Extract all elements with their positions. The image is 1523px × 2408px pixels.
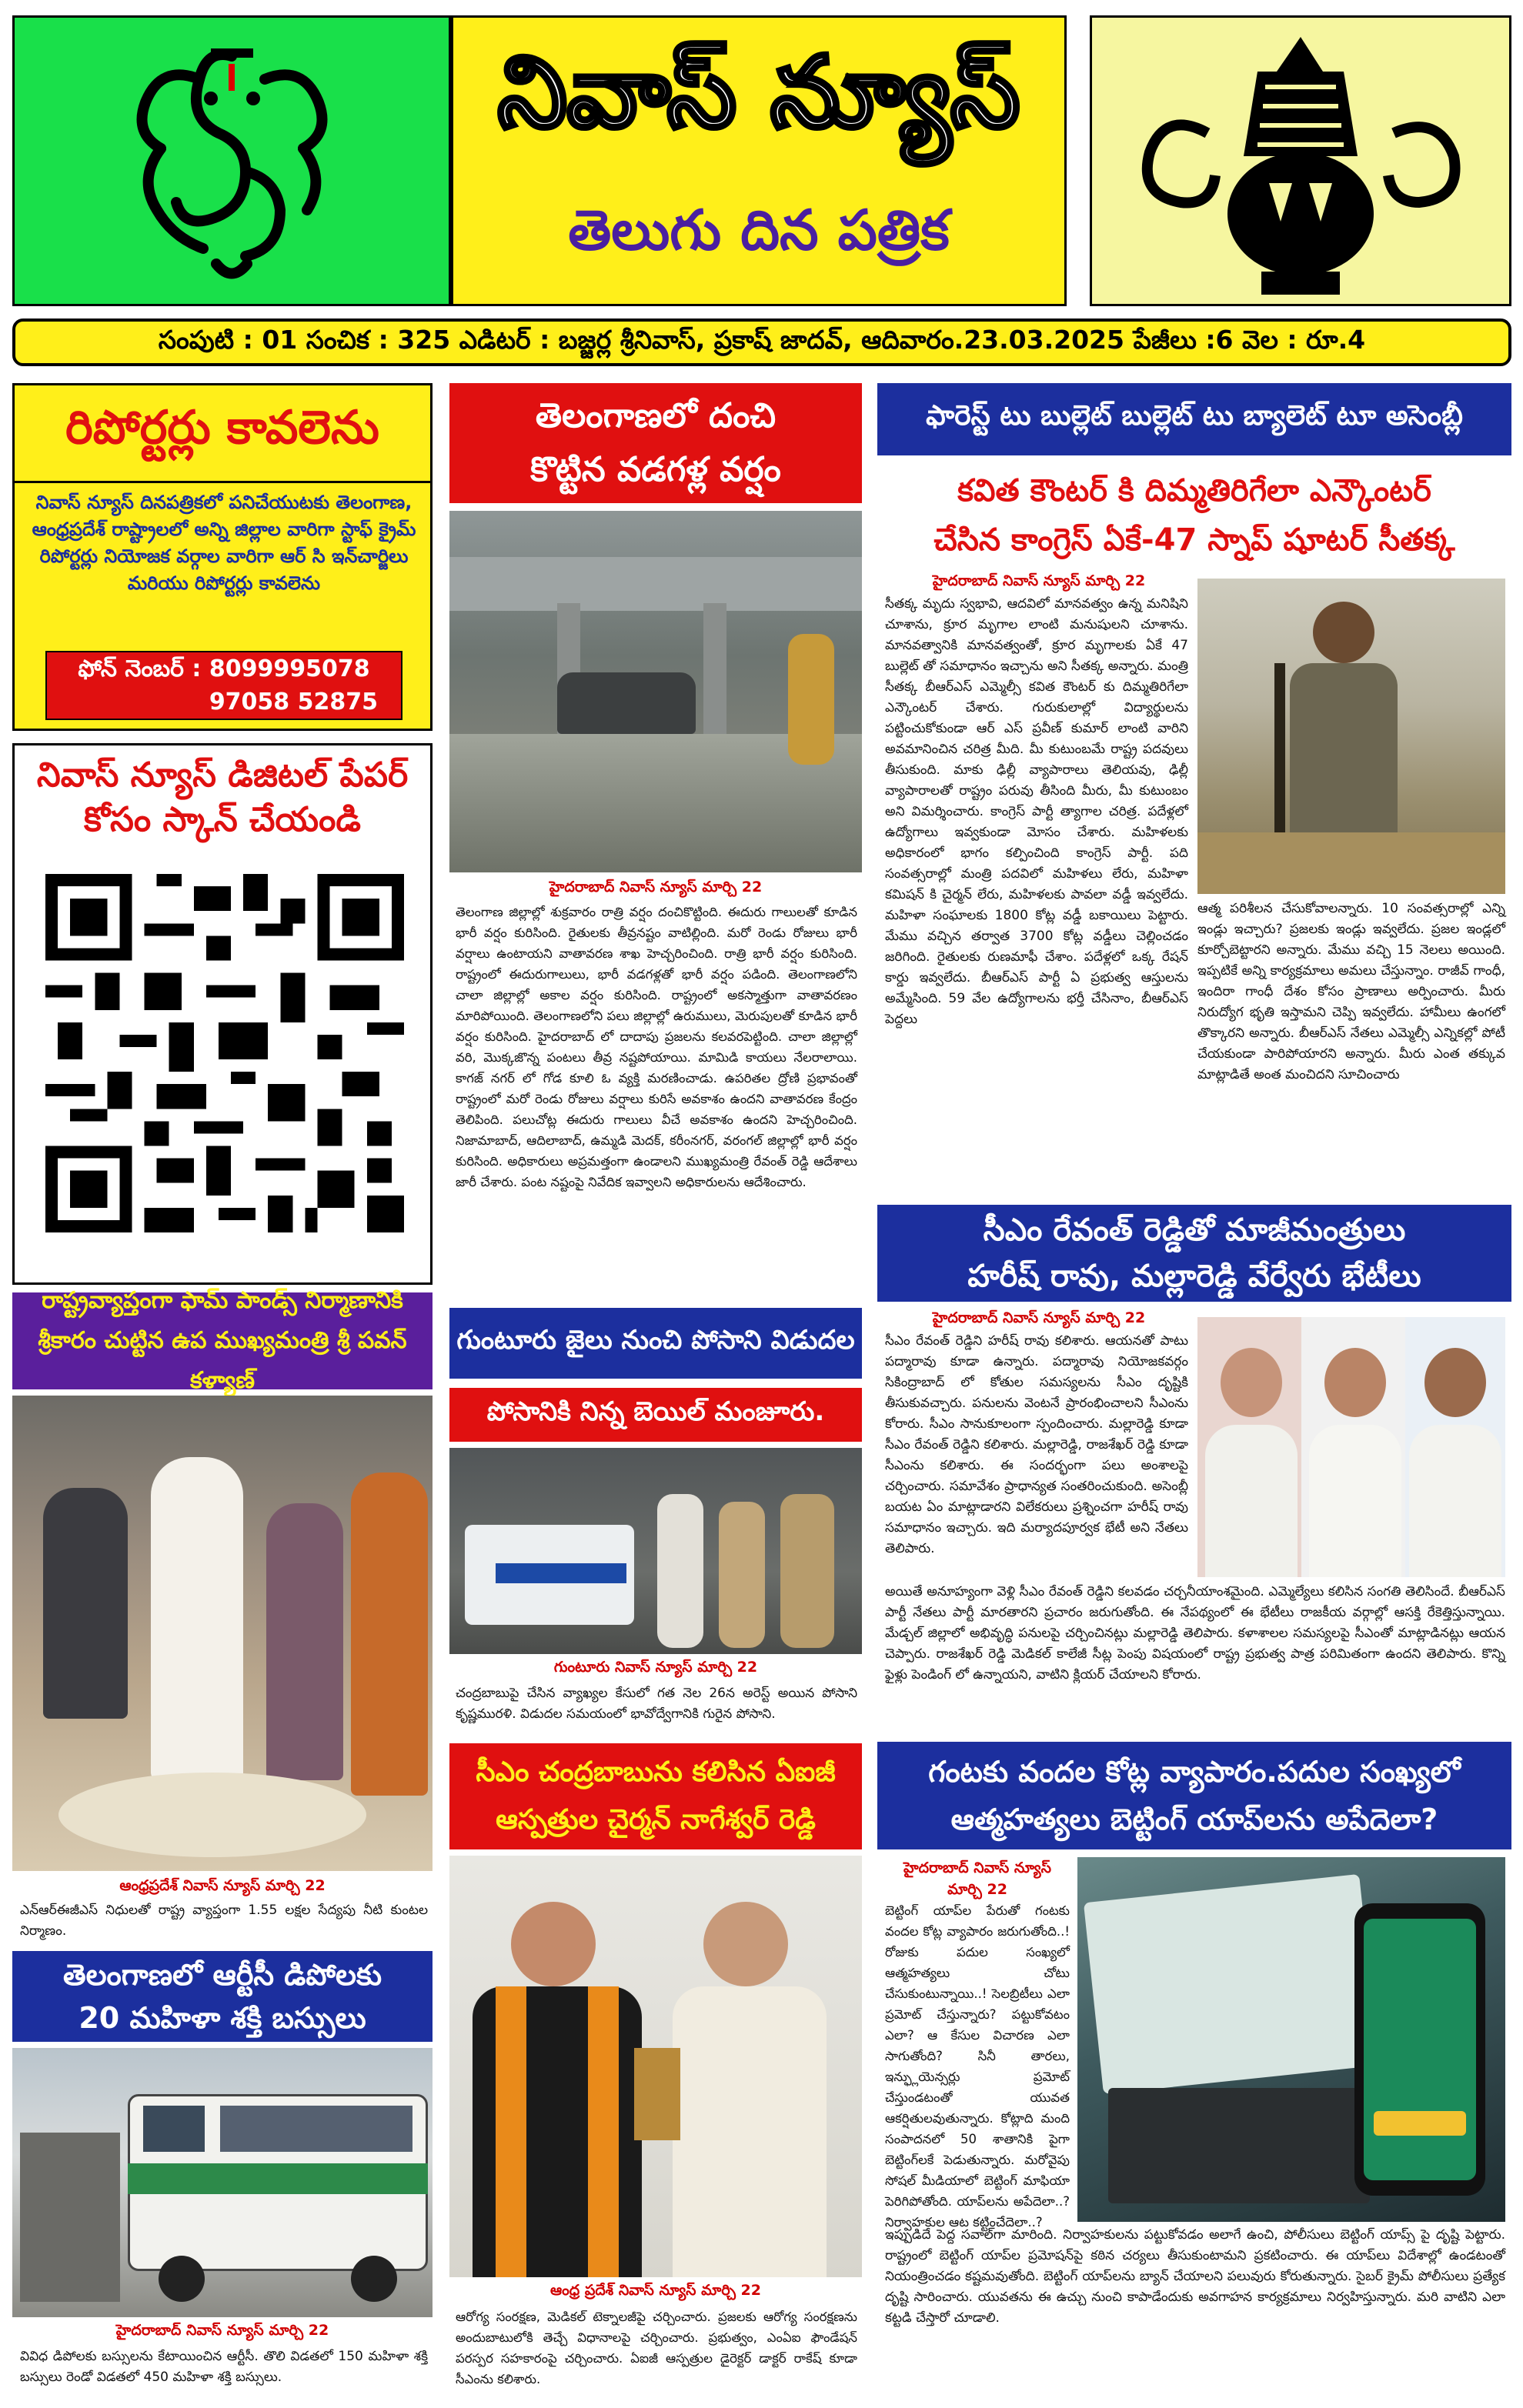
ganesha-icon xyxy=(15,18,449,304)
seethakka-headline: కవిత కౌంటర్ కి దిమ్మతిరిగేలా ఎన్కౌంటర్ చేసిన కాంగ్రెస్ ఏకే-47 స్నాప్ షూటర్ సీతక్క xyxy=(934,473,1455,558)
betting-dateline: హైదరాబాద్ నివాస్ న్యూస్ మార్చి 22 xyxy=(903,1859,1051,1898)
ad-phone-number-2: 97058 52875 xyxy=(209,689,378,715)
revanth-text: సీఎం రేవంత్ రెడ్డిని హరీష్ రావు కలిశారు. ఆయనతో పాటు పద్మారావు కూడా ఉన్నారు. పద్మారావు నియోజకవర్గం సికింద్రాబాద్ లో కోతుల సమస్యలను సీఎం దృష్టికి తీసుకువచ్చారు. పనులను వెంటనే ప్రారంభించాలని సీఎంను కోరారు. సీఎం సానుకూలంగా స్పందించారు. మల్లారెడ్డి కూడా సీఎం రేవంత్ రెడ్డిని కలిశారు. మల్లారెడ్డి, రాజశేఖర్ రెడ్డి కూడా సీఎంను కలిశారు. ఈ సందర్భంగా పలు అంశాలపై చర్చించారు. సమావేశం ప్రాధాన్యత సంతరించుకుంది. అసెంబ్లీ బయట ఏం మాట్లాడారని విలేకరులు ప్రశ్నించగా హరీష్ రావు సమాధానం ఇచ్చారు. ఇది మర్యాదపూర్వక భేటీ అని నేతలు తెలిపారు. xyxy=(885,1333,1188,1556)
revanth-photo xyxy=(1197,1317,1505,1577)
aig-caption: ఆంధ్ర ప్రదేశ్ నివాస్ న్యూస్ మార్చి 22 xyxy=(550,2282,761,2299)
rain-text: తెలంగాణ జిల్లాల్లో శుక్రవారం రాత్రి వర్షం దంచికొట్టింది. ఈదురు గాలులతో కూడిన భారీ వర్షం కురిసింది. రైతులకు తీవ్రనష్టం వాటిల్లింది. మరో రెండు రోజులు భారీ వర్షాలు ఉంటాయని వాతావరణ శాఖ హెచ్చరించింది. రాత్రి భారీ వర్షం కురిసింది. రాష్ట్రంలో ఈదురుగాలులు, భారీ వడగళ్లతో భారీ వర్షం పడింది. తెలంగాణలోని చాలా జిల్లాల్లో అకాల వర్షం కురిసింది. రాష్ట్రంలో అకస్మాత్తుగా వాతావరణం మారిపోయింది. తెలంగాణలోని పలు జిల్లాల్లో ఉరుములు, మెరుపులతో కూడిన భారీ వర్షం కురిసింది. హైదరాబాద్ లో దాదాపు ప్రజలను కలవరపెట్టింది. చాలా జిల్లాల్లో వరి, మొక్కజొన్న పంటలు తీవ్ర నష్టపోయాయి. మామిడి కాయలు నేలరాలాయి. కాగజ్ నగర్ లో గోడ కూలి ఓ వ్యక్తి మరణించాడు. ఉపరితల ద్రోణి ప్రభావంతో రాష్ట్రంలో మరో రెండు రోజులు వర్షాలు కురిసే అవకాశం ఉందని వాతావరణ కేంద్రం తెలిపింది. పలుచోట్ల ఈదురు గాలులు వీచే అవకాశం ఉందని హెచ్చరించింది. నిజామాబాద్, ఆదిలాబాద్, ఉమ్మడి మెదక్, కరీంనగర్, వరంగల్ జిల్లాల్లో భారీ వర్షం కురిసింది. అధికారులు అప్రమత్తంగా ఉండాలని ముఖ్యమంత్రి రేవంత్ రెడ్డి ఆదేశాలు జారీ చేశారు. పంట నష్టంపై నివేదిక ఇవ్వాలని అధికారులను ఆదేశించారు. xyxy=(456,905,857,1189)
rtc-headline: తెలంగాణలో ఆర్టీసీ డిపోలకు 20 మహిళా శక్తి బస్సులు xyxy=(12,1951,433,2042)
posani-caption: గుంటూరు నివాస్ న్యూస్ మార్చి 22 xyxy=(553,1659,758,1676)
venkateswara-icon xyxy=(1092,18,1509,304)
aig-headline: సీఎం చంద్రబాబును కలిసిన ఏఐజీ ఆస్పత్రుల చైర్మన్ నాగేశ్వర్ రెడ్డి xyxy=(449,1743,862,1849)
rain-photo xyxy=(449,511,862,872)
qr-code[interactable] xyxy=(45,853,404,1253)
masthead-title: నివాస్ న్యూస్ xyxy=(497,35,1020,150)
left-logo-box xyxy=(12,15,451,306)
ad-reporters-body: నివాస్ న్యూస్ దినపత్రికలో పనిచేయుటకు తెలంగాణ, ఆంధ్రప్రదేశ్ రాష్ట్రాలలో అన్ని జిల్లాల వారిగా స్టాఫ్ క్రైమ్ రిపోర్టర్లు నియోజక వర్గాల వారిగా ఆర్ సి ఇన్‌చార్జిలు మరియు రిపోర్టర్లు కావలెను xyxy=(32,492,416,594)
betting-headline: గంటకు వందల కోట్ల వ్యాపారం.పదుల సంఖ్యలో ఆత్మహత్యలు బెట్టింగ్ యాప్‌లను అపేదెలా? xyxy=(877,1742,1511,1849)
ad-reporters-body-box xyxy=(12,483,433,731)
ad-digital-heading: నివాస్ న్యూస్ డిజిటల్ పేపర్ కోసం స్కాన్ చేయండి xyxy=(36,755,409,839)
seethakka-banner: ఫారెస్ట్ టు బుల్లెట్ బుల్లెట్ టు బ్యాలెట్ టూ అసెంబ్లీ xyxy=(877,383,1511,455)
betting-text-full: ఇప్పుడిదే పెద్ద సవాల్‌గా మారింది. నిర్వాహకులను పట్టుకోవడం అలాగే ఉంచి, పోలీసులు బెట్టింగ్ యాప్స్ పై దృష్టి పెట్టారు. రాష్ట్రంలో బెట్టింగ్ యాప్‌ల ప్రమోషన్‌పై కఠిన చర్యలు తీసుకుంటామని ప్రకటించారు. ఈ యాప్‌లు విదేశాల్లో ఉండటంతో నియంత్రించడం కష్టమవుతోంది. బెట్టింగ్ యాప్‌లను బ్యాన్ చేయాలని పలువురు కోరుతున్నారు. సైబర్ క్రైమ్ పోలీసులు ప్రత్యేక దృష్టి సారించారు. యువతను ఈ ఉచ్చు నుంచి కాపాడేందుకు అవగాహన కార్యక్రమాలు నిర్వహిస్తున్నారు. మరి వాటిని ఎలా కట్టడి చేస్తారో చూడాలి. xyxy=(885,2227,1505,2326)
rtc-text: వివిధ డిపోలకు బస్సులను కేటాయించిన ఆర్టీసీ. తొలి విడతలో 150 మహిళా శక్తి బస్సులు రెండో విడతలో 450 మహిళా శక్తి బస్సులు. xyxy=(20,2349,428,2385)
posani-text: చంద్రబాబుపై చేసిన వ్యాఖ్యల కేసులో గత నెల 26న అరెస్ట్ అయిన పోసాని కృష్ణమురళి. విడుదల సమయంలో భావోద్వేగానికి గురైన పోసాని. xyxy=(456,1686,857,1722)
right-logo-box xyxy=(1090,15,1511,306)
revanth-dateline: హైదరాబాద్ నివాస్ న్యూస్ మార్చి 22 xyxy=(932,1309,1146,1326)
rtc-bus-photo xyxy=(12,2048,433,2317)
masthead-subtitle: తెలుగు దిన పత్రిక xyxy=(568,198,950,262)
posani-subheadline: పోసానికి నిన్న బెయిల్ మంజూరు. xyxy=(449,1388,862,1442)
aig-text: ఆరోగ్య సంరక్షణ, మెడికల్ టెక్నాలజీపై చర్చించారు. ప్రజలకు ఆరోగ్య సంరక్షణను అందుబాటులోకి తెచ్చే విధానాలపై చర్చించారు. ప్రభుత్వం, ఎంఏఐ ఫౌండేషన్ పరస్పర సహకారంపై చర్చించారు. ఏఐజీ ఆస్పత్రుల డైరెక్టర్ డాక్టర్ రాకేష్ కూడా సీఎంను కలిశారు. xyxy=(456,2310,857,2386)
posani-photo xyxy=(449,1448,862,1654)
betting-text: బెట్టింగ్ యాప్‌ల పేరుతో గంటకు వందల కోట్ల వ్యాపారం జరుగుతోంది..! రోజుకు పదుల సంఖ్యలో ఆత్మహత్యలు చోటు చేసుకుంటున్నాయి..! సెలబ్రిటీలు ఎలా ప్రమోట్ చేస్తున్నారు? పట్టుకోవటం ఎలా? ఆ కేసుల విచారణ ఎలా సాగుతోంది? సినీ తారలు, ఇన్ఫ్లుయెన్సర్లు ప్రమోట్ చేస్తుండటంతో యువత ఆకర్షితులవుతున్నారు. కోట్లాది మంది సంపాదనలో 50 శాతానికి పైగా బెట్టింగ్‌లకే పెడుతున్నారు. మరోవైపు సోషల్ మీడియాలో బెట్టింగ్ మాఫియా పెరిగిపోతోంది. యాప్‌లను అపేదెలా..? నిర్వాహకుల ఆట కట్టించేదెలా..? xyxy=(885,1903,1070,2230)
aig-photo xyxy=(449,1856,862,2277)
ad-phone-number: ఫోన్ నెంబర్ : 8099995078 xyxy=(78,655,370,682)
revanth-headline: సీఎం రేవంత్ రెడ్డితో మాజీమంత్రులు హరీష్ రావు, మల్లారెడ్డి వేర్వేరు భేటీలు xyxy=(877,1205,1511,1302)
seethakka-text-right: ఆత్మ పరిశీలన చేసుకోవాలన్నారు. 10 సంవత్సరాల్లో ఎన్ని ఇండ్లు ఇచ్చారు? ప్రజలకు ఇండ్లు ఇవ్వలేదు. ప్రజల ఇండ్లలో కూర్చోబెట్టారని అన్నారు. మేము వచ్చి 15 నెలలు అయింది. ఇప్పటికే అన్ని కార్యక్రమాలు అమలు చేస్తున్నాం. రాజీవ్ గాంధీ, ఇందిరా గాంధీ దేశం కోసం ప్రాణాలు అర్పించారు. మీరు నిరుద్యోగ భృతి ఇస్తామని చెప్పి ఇవ్వలేదు. హామీలు ఉంగలో తొక్కారని అన్నారు. బీఆర్ఎస్ నేతలు ఎమ్మెల్సీ ఎన్నికల్లో పోటీ చేయకుండా పారిపోయారని అన్నారు. మీరు ఎంత తక్కువ మాట్లాడితే అంత మంచిదని సూచించారు xyxy=(1197,901,1505,1082)
rtc-caption: హైదరాబాద్ నివాస్ న్యూస్ మార్చి 22 xyxy=(115,2322,329,2339)
ad-phone-box xyxy=(45,651,402,720)
pawan-text: ఎన్ఆర్ఈజీఎస్ నిధులతో రాష్ట్ర వ్యాప్తంగా 1.55 లక్షల సేద్యపు నీటి కుంటల నిర్మాణం. xyxy=(20,1903,428,1939)
issue-info-line: సంపుటి : 01 సంచిక : 325 ఎడిటర్ : బజ్జర్ల శ్రీనివాస్, ప్రకాష్ జాదవ్, ఆదివారం.23.03.2025 పేజీలు :6 వెల : రూ.4 xyxy=(158,324,1366,355)
ad-digital-box xyxy=(12,743,433,1285)
rain-headline: తెలంగాణలో దంచి కొట్టిన వడగళ్ల వర్షం xyxy=(449,383,862,503)
betting-photo xyxy=(1077,1857,1505,2222)
seethakka-text: సీతక్క మృదు స్వభావి, ఆదవిలో మానవత్వం ఉన్న మనిషిని చూశాను, క్రూర మృగాల లాంటి మనుషులని చూశాను. మానవత్వానికి మానవత్వంతో, క్రూర మృగాలకు ఏకే 47 బుల్లెట్ తో సమాధానం ఇచ్చాను అని సీతక్క అన్నారు. మంత్రి సీతక్క బీఆర్ఎస్ ఎమ్మెల్సీ కవిత కౌంటర్ కు దిమ్మతిరిగేలా ఎన్కౌంటర్ చేశారు. గురుకులాల్లో విద్యార్థులను పట్టించుకోకుండా ఆర్ ఎస్ ప్రవీణ్ కుమార్ లాంటి వారిని అవమానించిన చరిత్ర మీది. మీ కుటుంబమే రాష్ట్ర పదవులు తీసుకుంది. మాకు ఢిల్లీ వ్యాపారాలు తెలియవు, ఢిల్లీ వ్యాపారాలతో రాష్ట్రం పరువు తీసింది మీరు, మీ కుటుంబం అని విమర్శించారు. కాంగ్రెస్ పార్టీ త్యాగాల చరిత్ర. పదేళ్లలో ఉద్యోగాలు ఇవ్వకుండా మోసం చేశారు. మహిళలకు అధికారంలో భాగం కల్పించింది కాంగ్రెస్ పార్టీ. పది సంవత్సరాల్లో మంత్రి పదవిలో మహిళలు లేరు, మహిళా కమిషన్ కి చైర్మన్ లేరు, మహిళలకు పావలా వడ్డీ ఇవ్వలేదు. మహిళా సంఘాలకు 1800 కోట్ల వడ్డీ బకాయిలు పెట్టారు. మేము వచ్చిన తర్వాత 3700 కోట్ల వడ్డీలు చెల్లించడం జరిగింది. రైతులకు రుణమాఫీ చేశాం. పదేళ్లలో ఒక్క రేషన్ కార్డు ఇవ్వలేదు. బీఆర్ఎస్ పార్టీ ఏ ప్రభుత్వ ఆస్తులను అమ్మేసింది. 59 వేల ఉద్యోగాలను భర్తీ చేసినాం, బీఆర్ఎస్ పెద్దలు xyxy=(885,596,1188,1027)
title-box xyxy=(451,15,1067,306)
pawan-photo xyxy=(12,1396,433,1871)
ad-reporters-heading: రిపోర్టర్లు కావలెను xyxy=(12,383,433,483)
pawan-caption: ఆంధ్రప్రదేశ్ నివాస్ న్యూస్ మార్చి 22 xyxy=(119,1877,326,1894)
posani-headline: గుంటూరు జైలు నుంచి పోసాని విడుదల xyxy=(449,1308,862,1379)
info-strip xyxy=(12,319,1511,366)
pawan-headline: రాష్ట్రవ్యాప్తంగా ఫామ్ పాండ్స్ నిర్మాణానికి శ్రీకారం చుట్టిన ఉప ముఖ్యమంత్రి శ్రీ పవన్ కళ్యాణ్ xyxy=(12,1292,433,1389)
seethakka-photo xyxy=(1197,579,1505,894)
seethakka-dateline: హైదరాబాద్ నివాస్ న్యూస్ మార్చి 22 xyxy=(932,572,1146,589)
rain-caption: హైదరాబాద్ నివాస్ న్యూస్ మార్చి 22 xyxy=(549,879,763,895)
revanth-text-full: అయితే అనూహ్యంగా వెళ్లి సీఎం రేవంత్ రెడ్డిని కలవడం చర్చనీయాంశమైంది. ఎమ్మెల్యేలు కలిసిన సంగతి తెలిసిందే. బీఆర్ఎస్ పార్టీ నేతలు పార్టీ మారతారని ప్రచారం జరుగుతోంది. ఈ నేపథ్యంలో ఈ భేటీలు రాజకీయ వర్గాల్లో ఆసక్తి రేకెత్తిస్తున్నాయి. మేడ్చల్ జిల్లాలో అభివృద్ధి పనులపై చర్చించినట్లు మల్లారెడ్డి తెలిపారు. కళాశాలల సమస్యలపై సీఎంతో మాట్లాడినట్లు ఆయన చెప్పారు. రాజశేఖర్ రెడ్డి మెడికల్ కాలేజీ సీట్ల పెంపు విషయంలో రాష్ట్ర ప్రభుత్వ పాత్ర పరిమితంగా ఉందని తెలిపారు. కొన్ని ఫైళ్లు పెండింగ్ లో ఉన్నాయని, వాటిని క్లియర్ చేయాలని కోరారు. xyxy=(885,1584,1505,1683)
